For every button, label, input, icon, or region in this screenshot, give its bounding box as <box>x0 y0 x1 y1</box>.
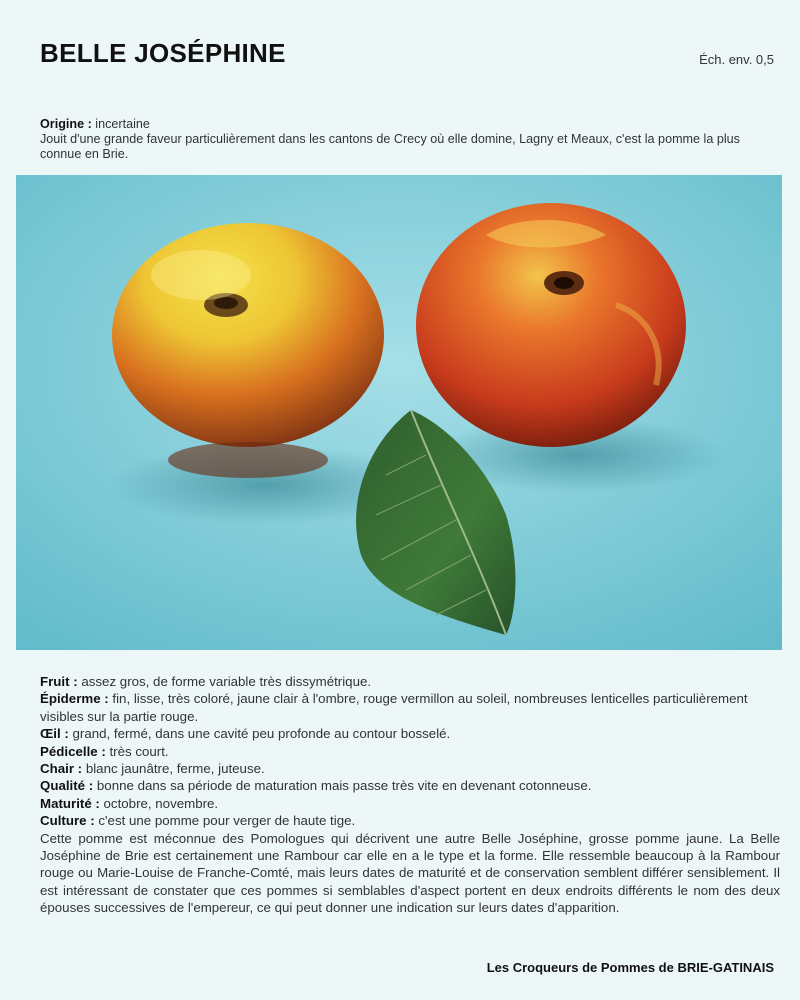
description-section <box>40 673 780 917</box>
char-maturite <box>40 795 780 812</box>
scale-note: Éch. env. 0,5 <box>699 52 774 67</box>
char-fruit <box>40 673 780 690</box>
char-value: assez gros, de forme variable très dissymétrique. <box>77 674 372 689</box>
char-value: bonne dans sa période de maturation mais passe très vite en devenant cotonneuse. <box>93 778 592 794</box>
origin-section <box>40 117 780 162</box>
origin-value: incertaine <box>91 117 150 131</box>
footer-credit <box>487 960 774 975</box>
page-title: BELLE JOSÉPHINE <box>40 38 286 68</box>
char-label: Épiderme : <box>40 691 109 707</box>
description-paragraph: Cette pomme est méconnue des Pomologues qui décrivent une autre Belle Joséphine, grosse pomme jaune. La Belle Joséphine de Brie est certainement une Rambour car elle en a le type et la forme. Elle ressemble beaucoup à la Rambour rouge ou Marie-Louise de Franche-Comté, mais leurs dates de maturité et de conservation semblent différer sensiblement. Il est intéressant de constater que ces pommes si semblables d'aspect portent en deux endroits différents le nom des deux épouses successives de l'empereur, ce qui peut donner une indication sur leurs dates d'apparition. <box>40 830 780 916</box>
char-label: Œil : <box>40 726 69 742</box>
footer-prefix: Les Croqueurs de Pommes de <box>486 960 678 975</box>
char-label: Pédicelle : <box>40 743 106 759</box>
char-label: Maturité : <box>40 795 100 811</box>
right-apple-illustration <box>416 203 686 447</box>
char-epiderme <box>40 690 780 725</box>
char-label: Fruit : <box>40 674 78 689</box>
apple-photo <box>16 175 782 650</box>
char-value: blanc jaunâtre, ferme, juteuse. <box>82 761 265 777</box>
char-label: Culture : <box>40 813 95 829</box>
char-value: très court. <box>105 743 169 759</box>
origin-text: Jouit d'une grande faveur particulièrement dans les cantons de Crecy où elle domine, Lagny et Meaux, c'est la pomme la plus connue en Brie. <box>40 132 740 161</box>
char-value: c'est une pomme pour verger de haute tige. <box>94 813 356 829</box>
origin-label: Origine : <box>40 117 92 131</box>
char-oeil <box>40 725 780 742</box>
char-qualite <box>40 777 780 794</box>
char-pedicelle <box>40 743 780 760</box>
char-value: octobre, novembre. <box>99 795 219 811</box>
char-value: grand, fermé, dans une cavité peu profonde au contour bosselé. <box>68 726 451 742</box>
char-label: Qualité : <box>40 778 94 794</box>
footer-region: BRIE-GATINAIS <box>677 960 774 975</box>
char-value: fin, lisse, très coloré, jaune clair à l'ombre, rouge vermillon au soleil, nombreuses lenticelles particulièrement visibles sur la partie rouge. <box>40 691 748 724</box>
char-chair <box>40 760 780 777</box>
char-culture <box>40 812 780 829</box>
char-label: Chair : <box>40 761 83 777</box>
